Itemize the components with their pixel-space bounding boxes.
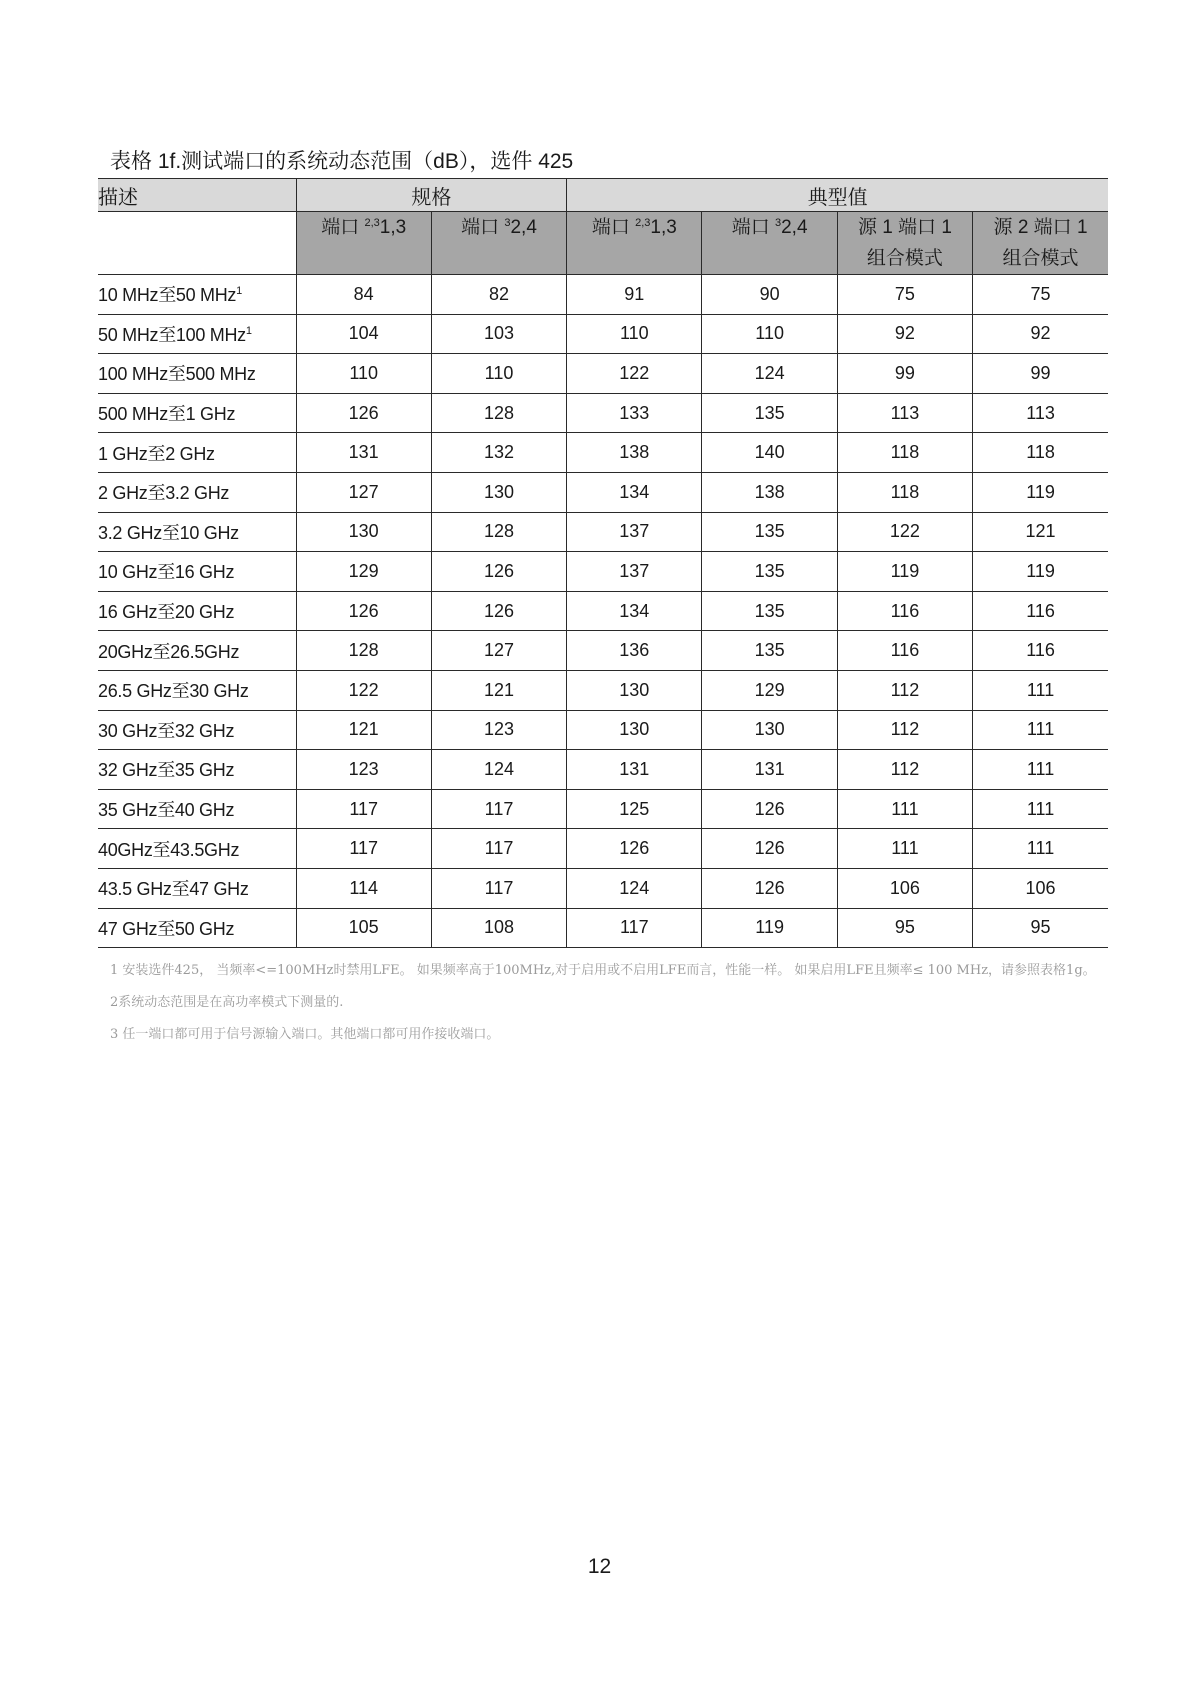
row-value-cell: 119 <box>837 552 972 592</box>
row-value-cell: 130 <box>296 512 431 552</box>
row-value-cell: 126 <box>431 591 566 631</box>
header-group-typical: 典型值 <box>567 179 1108 212</box>
row-value-cell: 135 <box>702 512 837 552</box>
row-value-cell: 123 <box>296 750 431 790</box>
row-value-cell: 127 <box>296 472 431 512</box>
row-frequency-label: 26.5 GHz至30 GHz <box>98 670 296 710</box>
row-value-cell: 135 <box>702 552 837 592</box>
row-value-cell: 137 <box>567 552 702 592</box>
row-frequency-label: 1 GHz至2 GHz <box>98 433 296 473</box>
row-value-cell: 95 <box>973 908 1108 948</box>
table-caption: 表格 1f.测试端口的系统动态范围（dB），选件 425 <box>110 150 574 173</box>
row-value-cell: 91 <box>567 275 702 315</box>
row-value-cell: 130 <box>567 670 702 710</box>
row-value-cell: 126 <box>296 393 431 433</box>
row-value-cell: 82 <box>431 275 566 315</box>
row-value-cell: 123 <box>431 710 566 750</box>
row-value-cell: 75 <box>837 275 972 315</box>
row-value-cell: 138 <box>567 433 702 473</box>
row-value-cell: 110 <box>296 354 431 394</box>
row-value-cell: 129 <box>296 552 431 592</box>
row-value-cell: 126 <box>702 868 837 908</box>
row-value-cell: 92 <box>973 314 1108 354</box>
row-value-cell: 130 <box>702 710 837 750</box>
row-value-cell: 127 <box>431 631 566 671</box>
row-value-cell: 106 <box>973 868 1108 908</box>
row-value-cell: 104 <box>296 314 431 354</box>
row-value-cell: 126 <box>296 591 431 631</box>
row-value-cell: 118 <box>837 472 972 512</box>
row-value-cell: 113 <box>973 393 1108 433</box>
row-value-cell: 117 <box>567 908 702 948</box>
row-value-cell: 126 <box>567 829 702 869</box>
row-value-cell: 106 <box>837 868 972 908</box>
header-typical-port-2-4: 端口 $^3$2,4 <box>702 212 837 275</box>
row-value-cell: 111 <box>973 710 1108 750</box>
row-value-cell: 121 <box>973 512 1108 552</box>
row-value-cell: 124 <box>567 868 702 908</box>
row-value-cell: 116 <box>973 591 1108 631</box>
row-value-cell: 99 <box>837 354 972 394</box>
row-value-cell: 105 <box>296 908 431 948</box>
table-row <box>98 552 1108 592</box>
header-spec-port-1-3: 端口 $^{2,3}$1,3 <box>296 212 431 275</box>
row-value-cell: 111 <box>973 670 1108 710</box>
table-row <box>98 868 1108 908</box>
row-frequency-label: 100 MHz至500 MHz <box>98 354 296 394</box>
table-row <box>98 354 1108 394</box>
row-value-cell: 117 <box>296 829 431 869</box>
row-frequency-label: 10 GHz至16 GHz <box>98 552 296 592</box>
row-value-cell: 135 <box>702 591 837 631</box>
row-frequency-label: 50 MHz至100 MHz$^1$ <box>98 314 296 354</box>
row-value-cell: 130 <box>431 472 566 512</box>
row-value-cell: 125 <box>567 789 702 829</box>
row-value-cell: 111 <box>973 750 1108 790</box>
row-value-cell: 119 <box>973 472 1108 512</box>
row-frequency-label: 47 GHz至50 GHz <box>98 908 296 948</box>
row-value-cell: 117 <box>431 829 566 869</box>
footnote-3: 3 任一端口都可用于信号源输入端口。其他端口都可用作接收端口。 <box>110 1027 500 1042</box>
row-value-cell: 126 <box>702 789 837 829</box>
row-frequency-label: 43.5 GHz至47 GHz <box>98 868 296 908</box>
row-value-cell: 124 <box>431 750 566 790</box>
row-value-cell: 114 <box>296 868 431 908</box>
row-value-cell: 113 <box>837 393 972 433</box>
footnotes <box>110 955 1110 1051</box>
row-value-cell: 112 <box>837 710 972 750</box>
row-value-cell: 122 <box>837 512 972 552</box>
row-value-cell: 117 <box>296 789 431 829</box>
row-frequency-label: 20GHz至26.5GHz <box>98 631 296 671</box>
row-value-cell: 138 <box>702 472 837 512</box>
row-value-cell: 110 <box>702 314 837 354</box>
row-value-cell: 140 <box>702 433 837 473</box>
row-value-cell: 116 <box>973 631 1108 671</box>
table-row <box>98 789 1108 829</box>
row-frequency-label: 40GHz至43.5GHz <box>98 829 296 869</box>
row-frequency-label: 500 MHz至1 GHz <box>98 393 296 433</box>
row-value-cell: 111 <box>837 789 972 829</box>
row-value-cell: 119 <box>973 552 1108 592</box>
table-row <box>98 393 1108 433</box>
row-value-cell: 84 <box>296 275 431 315</box>
row-value-cell: 111 <box>973 829 1108 869</box>
table-row <box>98 829 1108 869</box>
row-value-cell: 128 <box>431 393 566 433</box>
row-frequency-label: 10 MHz至50 MHz$^1$ <box>98 275 296 315</box>
row-value-cell: 112 <box>837 670 972 710</box>
row-value-cell: 95 <box>837 908 972 948</box>
table-row <box>98 908 1108 948</box>
row-value-cell: 110 <box>567 314 702 354</box>
row-value-cell: 134 <box>567 591 702 631</box>
row-value-cell: 121 <box>296 710 431 750</box>
row-value-cell: 133 <box>567 393 702 433</box>
table-row <box>98 591 1108 631</box>
dynamic-range-table <box>98 178 1108 948</box>
header-source2-port1-combined: 源 2 端口 1 组合模式 <box>973 212 1108 275</box>
row-value-cell: 108 <box>431 908 566 948</box>
row-value-cell: 117 <box>431 789 566 829</box>
row-value-cell: 121 <box>431 670 566 710</box>
table-row <box>98 670 1108 710</box>
row-value-cell: 90 <box>702 275 837 315</box>
row-value-cell: 126 <box>431 552 566 592</box>
row-value-cell: 136 <box>567 631 702 671</box>
row-frequency-label: 16 GHz至20 GHz <box>98 591 296 631</box>
row-frequency-label: 2 GHz至3.2 GHz <box>98 472 296 512</box>
table-row <box>98 314 1108 354</box>
row-value-cell: 119 <box>702 908 837 948</box>
row-value-cell: 130 <box>567 710 702 750</box>
row-value-cell: 116 <box>837 591 972 631</box>
row-value-cell: 132 <box>431 433 566 473</box>
row-value-cell: 126 <box>702 829 837 869</box>
row-value-cell: 117 <box>431 868 566 908</box>
row-value-cell: 118 <box>837 433 972 473</box>
header-typical-port-1-3: 端口 $^{2,3}$1,3 <box>567 212 702 275</box>
row-frequency-label: 32 GHz至35 GHz <box>98 750 296 790</box>
table-row <box>98 275 1108 315</box>
table-row <box>98 433 1108 473</box>
table-row <box>98 710 1108 750</box>
table-row <box>98 472 1108 512</box>
row-value-cell: 128 <box>431 512 566 552</box>
table-row <box>98 750 1108 790</box>
row-value-cell: 99 <box>973 354 1108 394</box>
table-header-row-groups <box>98 179 1108 212</box>
table-row <box>98 631 1108 671</box>
row-value-cell: 131 <box>567 750 702 790</box>
table-header-row-columns <box>98 212 1108 275</box>
row-value-cell: 103 <box>431 314 566 354</box>
row-value-cell: 110 <box>431 354 566 394</box>
header-source1-port1-combined: 源 1 端口 1 组合模式 <box>837 212 972 275</box>
row-value-cell: 137 <box>567 512 702 552</box>
header-spec-port-2-4: 端口 $^3$2,4 <box>431 212 566 275</box>
row-value-cell: 75 <box>973 275 1108 315</box>
row-value-cell: 122 <box>567 354 702 394</box>
page-number: 12 <box>587 1555 612 1578</box>
row-value-cell: 128 <box>296 631 431 671</box>
footnote-2: 2系统动态范围是在高功率模式下测量的. <box>110 995 344 1010</box>
row-value-cell: 92 <box>837 314 972 354</box>
row-value-cell: 135 <box>702 393 837 433</box>
row-value-cell: 129 <box>702 670 837 710</box>
row-value-cell: 116 <box>837 631 972 671</box>
row-frequency-label: 35 GHz至40 GHz <box>98 789 296 829</box>
row-value-cell: 118 <box>973 433 1108 473</box>
row-value-cell: 131 <box>702 750 837 790</box>
row-value-cell: 112 <box>837 750 972 790</box>
header-description: 描述 <box>98 179 296 212</box>
row-frequency-label: 30 GHz至32 GHz <box>98 710 296 750</box>
row-value-cell: 111 <box>973 789 1108 829</box>
row-value-cell: 131 <box>296 433 431 473</box>
row-value-cell: 122 <box>296 670 431 710</box>
header-description-blank <box>98 212 296 275</box>
row-value-cell: 124 <box>702 354 837 394</box>
row-value-cell: 111 <box>837 829 972 869</box>
table-body <box>98 275 1108 948</box>
row-value-cell: 135 <box>702 631 837 671</box>
table-row <box>98 512 1108 552</box>
footnote-1: 1 安装选件425， 当频率<=100MHz时禁用LFE。 如果频率高于100MHz,对于启用或不启用LFE而言，性能一样。 如果启用LFE且频率≤ 100 MHz，请参照表格1g。 <box>110 963 1096 978</box>
header-group-spec: 规格 <box>296 179 567 212</box>
row-frequency-label: 3.2 GHz至10 GHz <box>98 512 296 552</box>
row-value-cell: 134 <box>567 472 702 512</box>
